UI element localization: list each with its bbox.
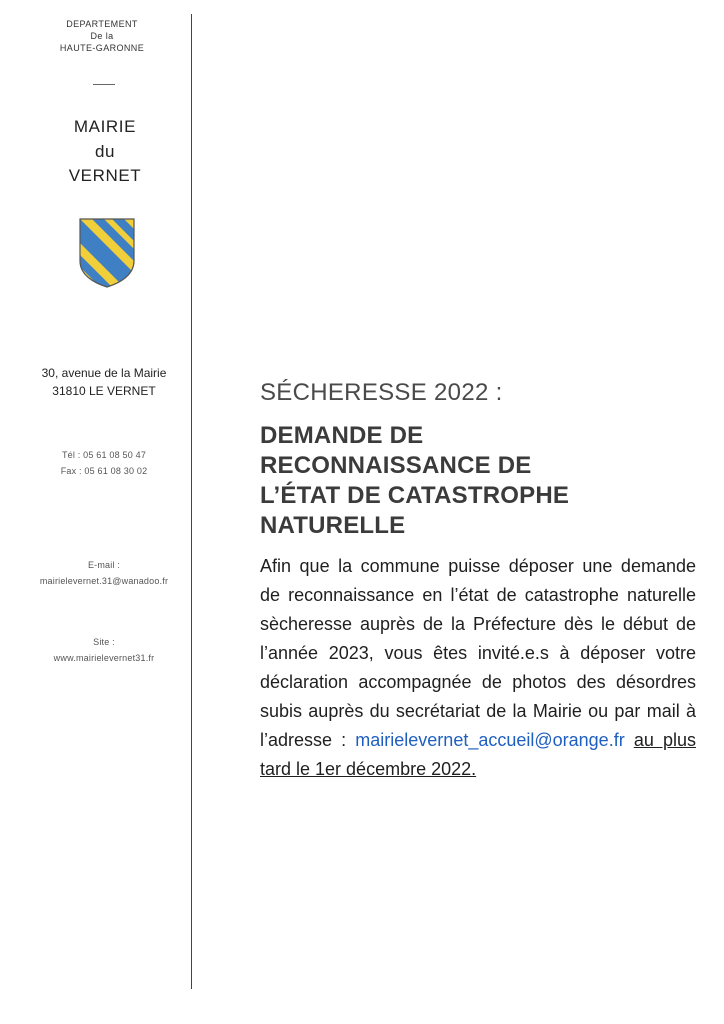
title-line: NATURELLE	[260, 512, 406, 539]
email-address[interactable]: mairielevernet.31@wanadoo.fr	[39, 576, 169, 586]
department-block	[36, 18, 168, 54]
site-label: Site :	[93, 637, 115, 647]
heading: SÉCHERESSE 2022 :	[260, 379, 503, 406]
main-content	[260, 379, 696, 784]
site-url[interactable]: www.mairielevernet31.fr	[53, 653, 155, 663]
department-line: De la	[90, 31, 114, 41]
title-line: RECONNAISSANCE DE	[260, 452, 532, 479]
sidebar	[0, 0, 190, 1024]
department-line: HAUTE-GARONNE	[59, 43, 145, 53]
fax-number: Fax : 05 61 08 30 02	[60, 466, 148, 476]
short-divider	[93, 84, 115, 85]
title-line: DEMANDE DE	[260, 422, 424, 449]
contact-email-link[interactable]: mairielevernet_accueil@orange.fr	[355, 730, 625, 750]
body-text: Afin que la commune puisse déposer une demande de reconnaissance en l’état de catastrophe naturelle sècheresse auprès de la Préfecture dès le début de l’année 2023, vous êtes invité.e.s à déposer votre déclaration accompagnée de photos des désordres subis auprès du secrétariat de la Mairie ou par mail à l’adresse :	[260, 556, 696, 750]
coat-of-arms-icon	[78, 217, 136, 289]
email-label: E-mail :	[87, 560, 121, 570]
email-block	[18, 557, 190, 589]
mairie-line: VERNET	[68, 166, 142, 185]
mairie-line: MAIRIE	[73, 117, 137, 136]
mairie-block	[20, 115, 190, 187]
vertical-divider	[191, 14, 192, 989]
phone-block	[18, 447, 190, 479]
address-block	[18, 364, 190, 400]
body-paragraph	[260, 552, 696, 784]
deadline-text: au plus tard le 1er décembre 2022.	[260, 730, 696, 779]
department-line: DEPARTEMENT	[66, 19, 138, 29]
address-line: 31810 LE VERNET	[52, 384, 156, 398]
title	[260, 421, 696, 541]
mairie-line: du	[94, 142, 116, 161]
address-line: 30, avenue de la Mairie	[41, 366, 167, 380]
title-line: L’ÉTAT DE CATASTROPHE	[260, 482, 570, 509]
tel-number: Tél : 05 61 08 50 47	[61, 450, 147, 460]
site-block	[18, 634, 190, 666]
